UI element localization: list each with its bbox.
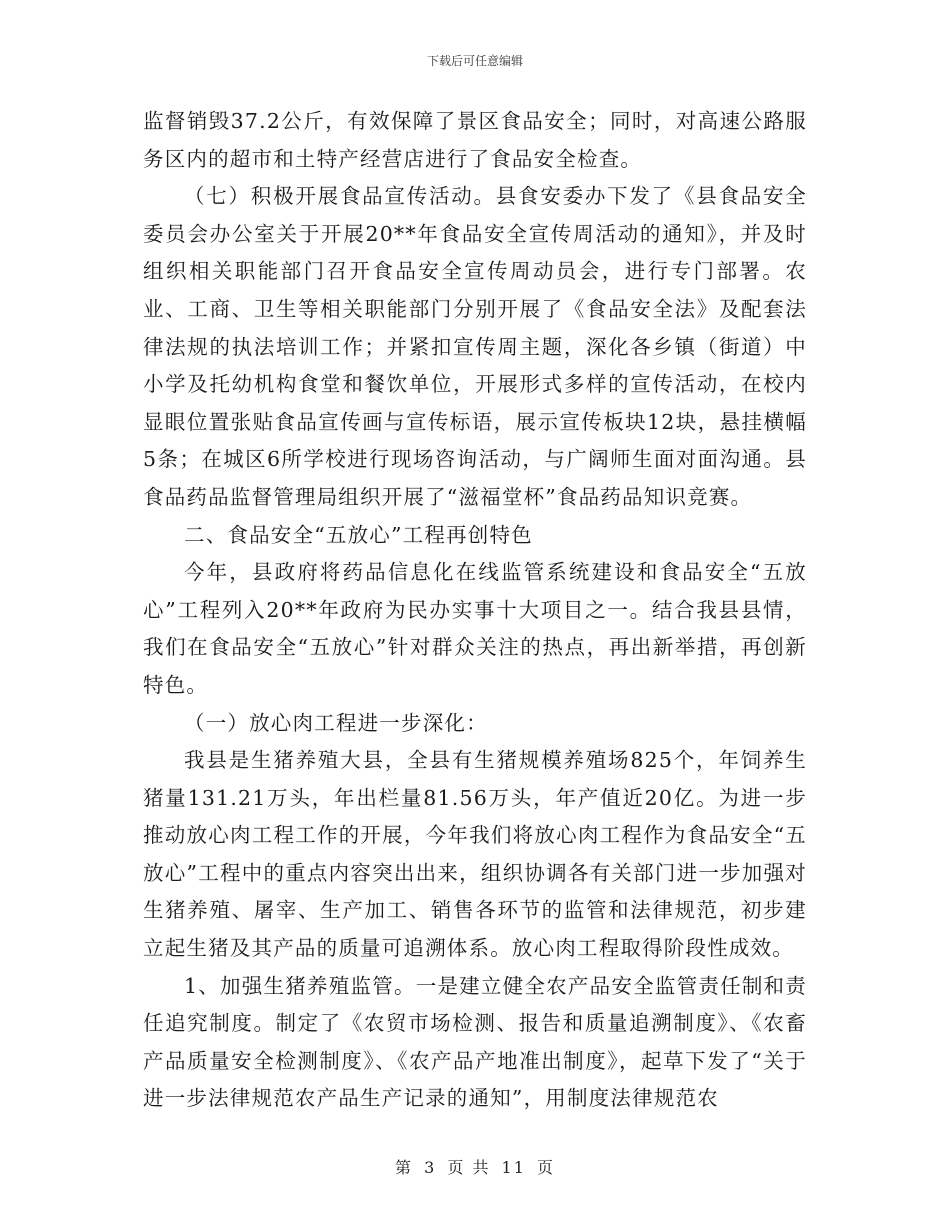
total-page-count: 11 [501, 1158, 526, 1177]
paragraph-pig-farming: 我县是生猪养殖大县，全县有生猪规模养殖场825个，年饲养生猪量131.21万头，年出栏量81.56万头，年产值近20亿。为进一步推动放心肉工程工作的开展，今年我们将放心肉工程作为食品安全“五放心”工程中的重点内容突出出来，组织协调各有关部门进一步加强对生猪养殖、屠宰、生产加工、销售各环节的监管和法律规范，初步建立起生猪及其产品的质量可追溯体系。放心肉工程取得阶段性成效。 [143, 748, 807, 961]
subsection-heading-meat-project: （一）放心肉工程进一步深化： [184, 710, 488, 735]
paragraph-farming-supervision: 1、加强生猪养殖监管。一是建立健全农产品安全监管责任制和责任追究制度。制定了《农贸市场检测、报告和质量追溯制度》、《农畜产品质量安全检测制度》、《农产品产地准出制度》，起草下发了“关于进一步法律规范农产品生产记录的通知”，用制度法律规范农 [143, 973, 807, 1111]
paragraph-publicity-activities: （七）积极开展食品宣传活动。县食安委办下发了《县食品安全委员会办公室关于开展20**年食品安全宣传周活动的通知》，并及时组织相关职能部门召开食品安全宣传周动员会，进行专门部署。农业、工商、卫生等相关职能部门分别开展了《食品安全法》及配套法律法规的执法培训工作；并紧扣宣传周主题，深化各乡镇（街道）中小学及托幼机构食堂和餐饮单位，开展形式多样的宣传活动，在校内显眼位置张贴食品宣传画与宣传标语，展示宣传板块12块，悬挂横幅5条；在城区6所学校进行现场咨询活动，与广阔师生面对面沟通。县食品药品监督管理局组织开展了“滋福堂杯”食品药品知识竞赛。 [143, 184, 807, 509]
page-header: 下载后可任意编辑 [426, 54, 523, 68]
page-number-footer [0, 1155, 950, 1178]
footer-prefix: 第 [394, 1158, 413, 1177]
section-heading-five-assurance: 二、食品安全“五放心”工程再创特色 [184, 522, 533, 547]
footer-middle: 页 共 [447, 1158, 491, 1177]
paragraph-continuation: 监督销毁37.2公斤，有效保障了景区食品安全；同时，对高速公路服务区内的超市和土特产经营店进行了食品安全检查。 [143, 109, 807, 171]
footer-suffix: 页 [537, 1158, 556, 1177]
current-page-number: 3 [424, 1158, 437, 1177]
paragraph-five-assurance-intro: 今年，县政府将药品信息化在线监管系统建设和食品安全“五放心”工程列入20**年政府为民办实事十大项目之一。结合我县县情，我们在食品安全“五放心”针对群众关注的热点，再出新举措，再创新特色。 [143, 560, 807, 697]
document-body [143, 103, 807, 1118]
